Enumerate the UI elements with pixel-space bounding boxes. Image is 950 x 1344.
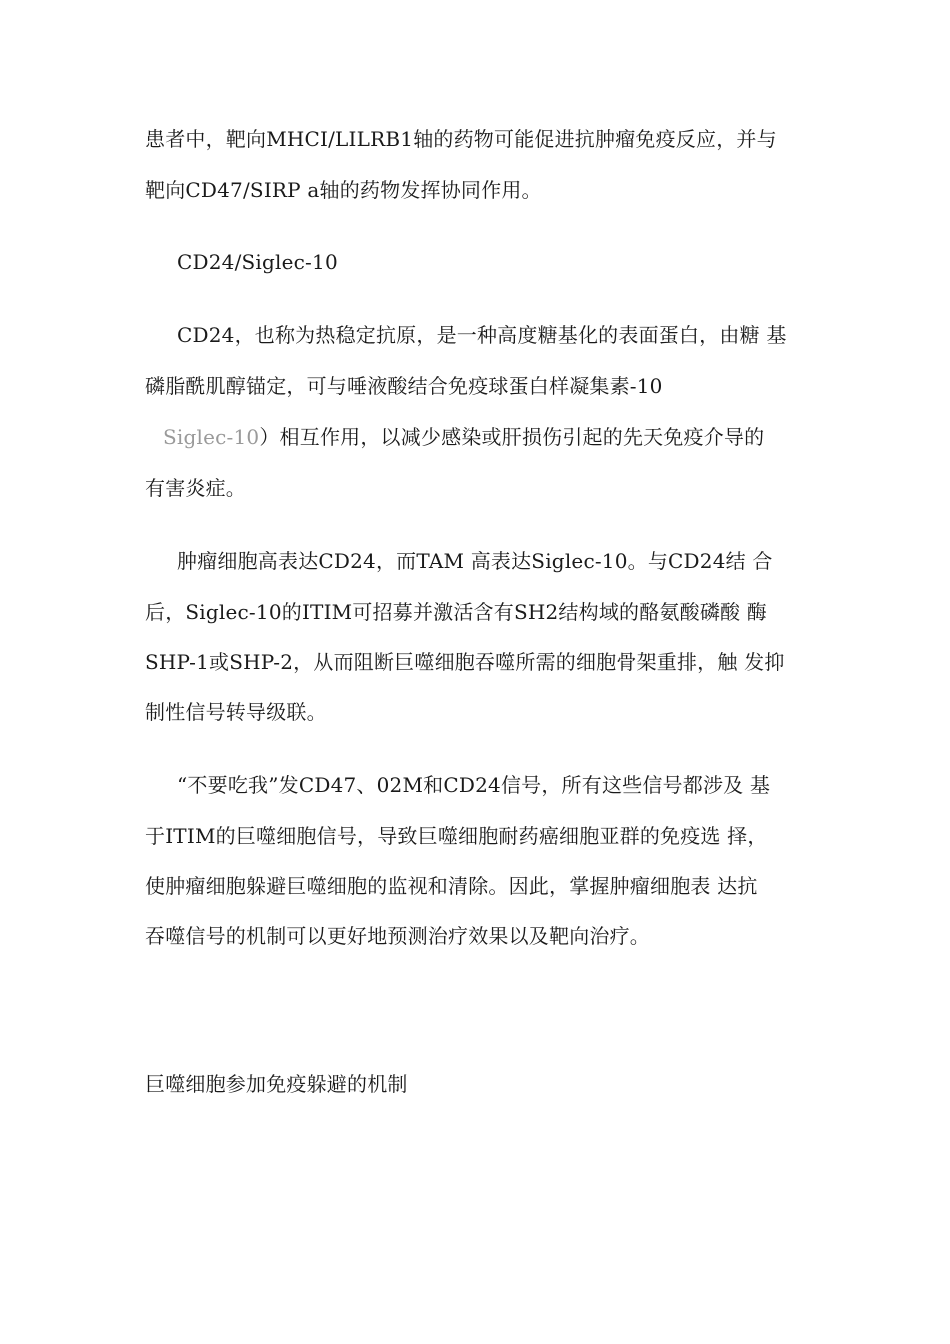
subsection-title: CD24/Siglec-10	[177, 250, 338, 274]
paragraph-3-line-4: 制性信号转导级联。	[145, 700, 327, 724]
paragraph-4-line-4: 吞噬信号的机制可以更好地预测治疗效果以及靶向治疗。	[145, 924, 650, 948]
paragraph-3-line-3: SHP-1或SHP-2，从而阻断巨噬细胞吞噬所需的细胞骨架重排，触 发抑	[145, 650, 785, 674]
siglec-10-faint-text: Siglec-10	[163, 425, 260, 449]
paragraph-4-line-3: 使肿瘤细胞躲避巨噬细胞的监视和清除。因此，掌握肿瘤细胞表 达抗	[145, 874, 758, 898]
paragraph-2-line-3	[163, 423, 833, 451]
paragraph-2-line-1: CD24，也称为热稳定抗原，是一种高度糖基化的表面蛋白，由糖 基	[177, 323, 787, 347]
paragraph-3-line-2: 后，Siglec-10的ITIM可招募并激活含有SH2结构域的酪氨酸磷酸 酶	[145, 600, 767, 624]
paragraph-2-line-3-rest: ）相互作用，以减少感染或肝损伤引起的先天免疫介导的	[259, 425, 765, 449]
paragraph-4-line-1: “不要吃我”发CD47、02M和CD24信号，所有这些信号都涉及 基	[177, 773, 771, 797]
paragraph-3-line-1: 肿瘤细胞高表达CD24，而TAM 高表达Siglec-10。与CD24结 合	[177, 549, 773, 573]
paragraph-1-line-1: 患者中，靶向MHCI/LILRB1轴的药物可能促进抗肿瘤免疫反应，并与	[145, 127, 777, 151]
paragraph-2-line-4: 有害炎症。	[145, 476, 246, 500]
paragraph-2-line-2: 磷脂酰肌醇锚定，可与唾液酸结合免疫球蛋白样凝集素-10	[145, 374, 663, 398]
section-heading: 巨噬细胞参加免疫躲避的机制	[145, 1072, 408, 1096]
paragraph-1-line-2: 靶向CD47/SIRP a轴的药物发挥协同作用。	[145, 178, 542, 202]
paragraph-4-line-2: 于ITIM的巨噬细胞信号，导致巨噬细胞耐药癌细胞亚群的免疫选 择，	[145, 824, 768, 848]
